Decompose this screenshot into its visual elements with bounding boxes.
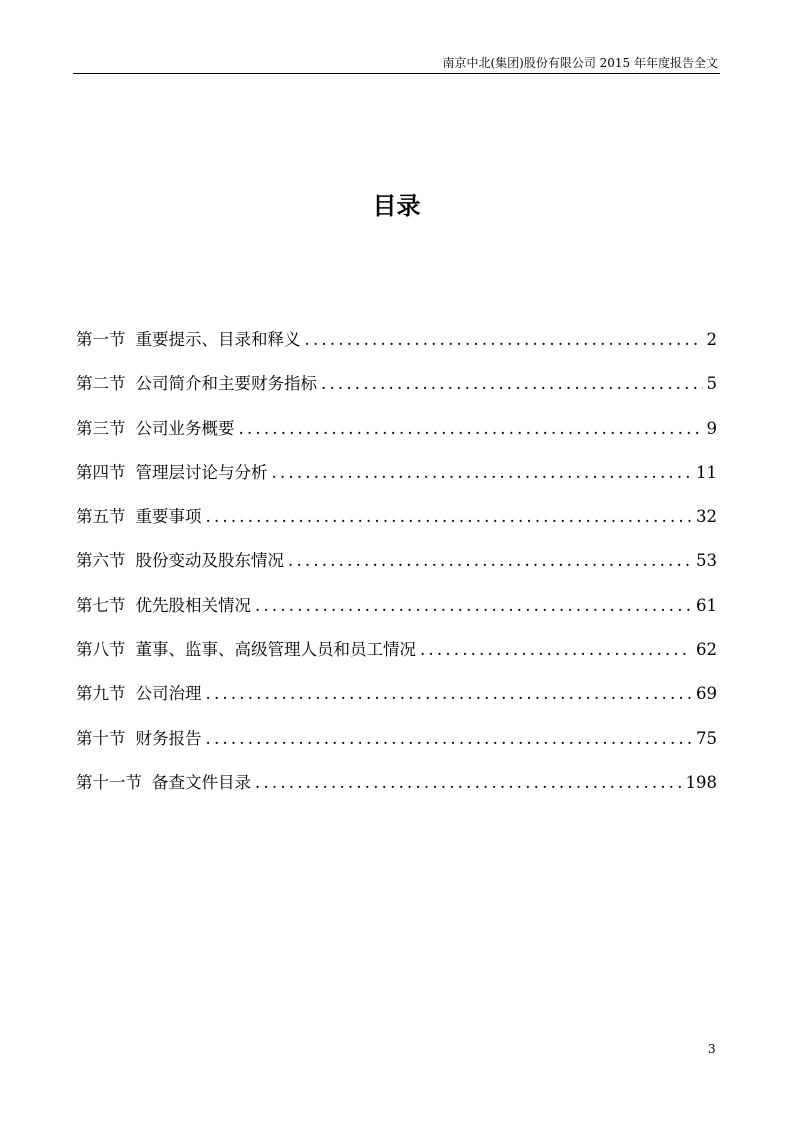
toc-section-number: 第一节	[76, 330, 126, 349]
toc-section-number: 第八节	[76, 640, 126, 660]
toc-section-title: 董事、监事、高级管理人员和员工情况	[135, 640, 416, 660]
toc-section-title: 管理层讨论与分析	[135, 462, 268, 482]
toc-leader-dots	[321, 374, 703, 393]
toc-page-number: 9	[706, 418, 717, 438]
toc-page-number: 198	[685, 772, 717, 792]
toc-entry[interactable]	[76, 592, 717, 636]
toc-page-number: 62	[696, 640, 717, 660]
toc-section-number: 第二节	[76, 374, 126, 394]
toc-entry[interactable]	[76, 459, 717, 503]
toc-section-number: 第十节	[76, 728, 126, 748]
toc-leader-dots	[255, 596, 692, 615]
toc-entry[interactable]	[76, 415, 717, 459]
toc-section-number: 第四节	[76, 462, 126, 482]
page-number: 3	[708, 1042, 716, 1056]
toc-section-number: 第十一节	[76, 772, 142, 792]
toc-leader-dots	[255, 773, 682, 792]
table-of-contents	[76, 326, 717, 813]
toc-entry[interactable]	[76, 769, 717, 813]
toc-leader-dots	[206, 684, 693, 703]
toc-leader-dots	[239, 419, 703, 438]
toc-section-number: 第五节	[76, 507, 126, 527]
toc-entry[interactable]	[76, 503, 717, 547]
page-header-text: 南京中北(集团)股份有限公司 2015 年年度报告全文	[442, 56, 718, 70]
toc-entry[interactable]	[76, 636, 717, 680]
toc-leader-dots	[206, 729, 693, 748]
toc-section-number: 第六节	[76, 551, 126, 571]
toc-section-title: 公司简介和主要财务指标	[135, 374, 317, 394]
toc-section-number: 第三节	[76, 418, 126, 438]
toc-page-number: 75	[696, 728, 717, 748]
toc-section-title: 优先股相关情况	[135, 595, 251, 615]
toc-leader-dots	[420, 640, 692, 659]
page-title: 目录	[372, 192, 421, 220]
toc-page-number: 69	[696, 684, 717, 704]
toc-entry[interactable]	[76, 370, 717, 414]
toc-page-number: 5	[706, 374, 717, 394]
toc-section-title: 公司治理	[135, 684, 202, 704]
header-divider	[73, 73, 720, 74]
toc-leader-dots	[305, 330, 703, 349]
toc-entry[interactable]	[76, 725, 717, 769]
toc-page-number: 11	[696, 462, 717, 482]
toc-section-title: 财务报告	[135, 728, 202, 748]
toc-page-number: 2	[706, 330, 717, 349]
toc-page-number: 32	[696, 507, 717, 527]
toc-entry[interactable]	[76, 547, 717, 591]
toc-section-title: 股份变动及股东情况	[135, 551, 284, 571]
toc-leader-dots	[288, 551, 692, 570]
toc-section-title: 重要提示、目录和释义	[135, 330, 301, 349]
toc-leader-dots	[272, 463, 693, 482]
toc-section-title: 备查文件目录	[152, 772, 251, 792]
toc-entry[interactable]	[76, 326, 717, 370]
toc-section-number: 第九节	[76, 684, 126, 704]
toc-page-number: 53	[696, 551, 717, 571]
toc-section-title: 公司业务概要	[135, 418, 235, 438]
toc-entry[interactable]	[76, 680, 717, 724]
toc-page-number: 61	[696, 595, 717, 615]
toc-section-number: 第七节	[76, 595, 126, 615]
toc-leader-dots	[206, 507, 693, 526]
toc-section-title: 重要事项	[135, 507, 202, 527]
